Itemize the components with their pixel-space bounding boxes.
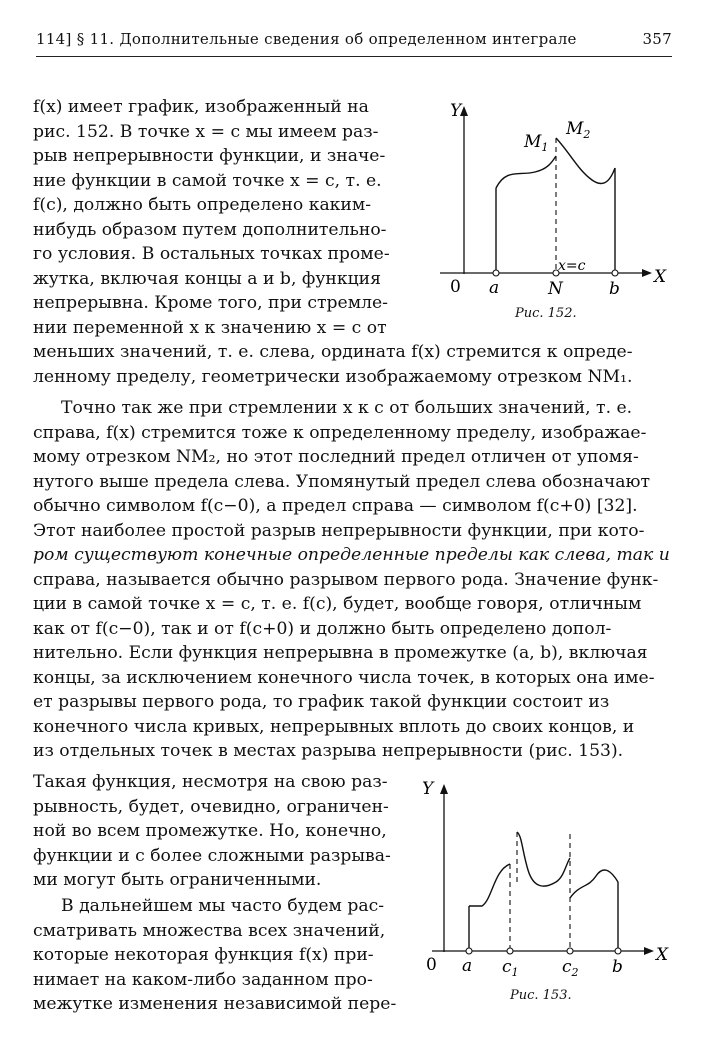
text-line: ет разрывы первого рода, то график такой функции состоит из (33, 692, 610, 712)
text-line: ние функции в самой точке x = c, т. е. (33, 170, 382, 191)
figure-153-graph (414, 774, 684, 1014)
paragraph-1 (33, 95, 409, 340)
figure-152-graph (420, 98, 680, 328)
label-c1: $c_1$ (502, 957, 519, 979)
label-a: a (489, 278, 500, 298)
text-line: конечного числа кривых, непрерывных вплоть до своих концов, и (33, 716, 635, 737)
paragraph-4 (33, 894, 403, 1017)
text-line: из отдельных точек в местах разрыва непрерывности (рис. 153). (33, 741, 624, 761)
text-line: сматривать множества всех значений, (33, 920, 386, 941)
text-line: нии переменной x к значению x = c от (33, 317, 387, 338)
label-origin: 0 (426, 955, 437, 975)
text-line: ленному пределу, геометрически изображаемому отрезком NM₁. (33, 366, 633, 387)
label-n: N (548, 279, 563, 299)
text-line: f(x) имеет график, изображенный на (33, 97, 369, 117)
text-line: ром существуют конечные определенные пределы как слева, так и (33, 545, 670, 565)
label-m2: $M_2$ (566, 119, 591, 141)
paragraph-3 (33, 770, 403, 893)
label-x: X (654, 267, 667, 287)
text-line: Этот наиболее простой разрыв непрерывности функции, при кото- (33, 520, 645, 541)
figure-153 (414, 774, 684, 1014)
running-header (36, 30, 672, 52)
text-line: концы, за исключением конечного числа точек, в которых она име- (33, 667, 655, 688)
text-line: ции в самой точке x = c, т. е. f(c), будет, вообще говоря, отличным (33, 594, 642, 614)
label-m1: $M_1$ (524, 132, 549, 154)
header-rule (36, 56, 672, 57)
y-axis-arrow (440, 784, 448, 794)
text-line: f(c), должно быть определено каким- (33, 195, 372, 215)
paragraph-2 (33, 396, 673, 764)
text-line: ной во всем промежутке. Но, конечно, (33, 821, 387, 841)
figure-153-caption: Рис. 153. (510, 988, 572, 1003)
text-line: жутка, включая концы a и b, функция (33, 268, 381, 289)
text-line: межутке изменения независимой пере- (33, 994, 397, 1014)
text-line: нительно. Если функция непрерывна в промежутке (a, b), включая (33, 643, 648, 663)
text-line: нибудь образом путем дополнительно- (33, 219, 387, 240)
text-line: нутого выше предела слева. Упомянутый предел слева обозначают (33, 471, 650, 492)
text-line: рис. 152. В точке x = c мы имеем раз- (33, 121, 379, 142)
label-origin: 0 (450, 277, 461, 297)
label-b: b (612, 957, 623, 977)
text-line: которые некоторая функция f(x) при- (33, 945, 374, 965)
text-line: рыв непрерывности функции, и значе- (33, 146, 386, 166)
text-line: справа, называется обычно разрывом первого рода. Значение функ- (33, 569, 659, 590)
label-y: Y (450, 101, 462, 121)
curve-segment-1 (469, 864, 510, 906)
label-b: b (609, 279, 620, 299)
text-line: функции и с более сложными разрыва- (33, 845, 391, 866)
paragraph-1-continued (33, 340, 673, 389)
label-x: X (656, 945, 669, 965)
text-line: меньших значений, т. е. слева, ордината f(x) стремится к опреде- (33, 342, 633, 362)
label-xc: x=c (558, 258, 586, 274)
curve-segment-3 (570, 870, 618, 898)
text-line: справа, f(x) стремится тоже к определенному пределу, изображае- (33, 422, 647, 443)
text-line: обычно символом f(c−0), а предел справа — символом f(c+0) [32]. (33, 496, 638, 516)
page-number: 357 (642, 30, 672, 48)
text-line: В дальнейшем мы часто будем рас- (61, 896, 385, 916)
label-a: a (462, 956, 473, 976)
text-line: го условия. В остальных точках проме- (33, 244, 390, 264)
x-axis-arrow (642, 269, 652, 277)
header-title: 114] § 11. Дополнительные сведения об определенном интеграле (36, 30, 577, 48)
text-line: как от f(c−0), так и от f(c+0) и должно быть определено допол- (33, 618, 612, 639)
text-line: непрерывна. Кроме того, при стремле- (33, 293, 388, 313)
curve-left (496, 156, 556, 188)
label-c2: $c_2$ (562, 957, 579, 979)
figure-152-caption: Рис. 152. (515, 306, 577, 321)
text-line: нимает на каком-либо заданном про- (33, 969, 373, 990)
curve-right (556, 138, 615, 183)
x-axis-arrow (644, 947, 654, 955)
figure-152 (420, 98, 680, 328)
text-line: мому отрезком NM₂, но этот последний предел отличен от упомя- (33, 447, 639, 467)
label-y: Y (422, 779, 434, 799)
text-line: Такая функция, несмотря на свою раз- (33, 772, 388, 792)
curve-segment-2 (517, 832, 570, 886)
text-line: Точно так же при стремлении x к c от больших значений, т. е. (61, 398, 633, 418)
text-line: ми могут быть ограниченными. (33, 870, 322, 890)
text-line: рывность, будет, очевидно, ограничен- (33, 796, 389, 817)
